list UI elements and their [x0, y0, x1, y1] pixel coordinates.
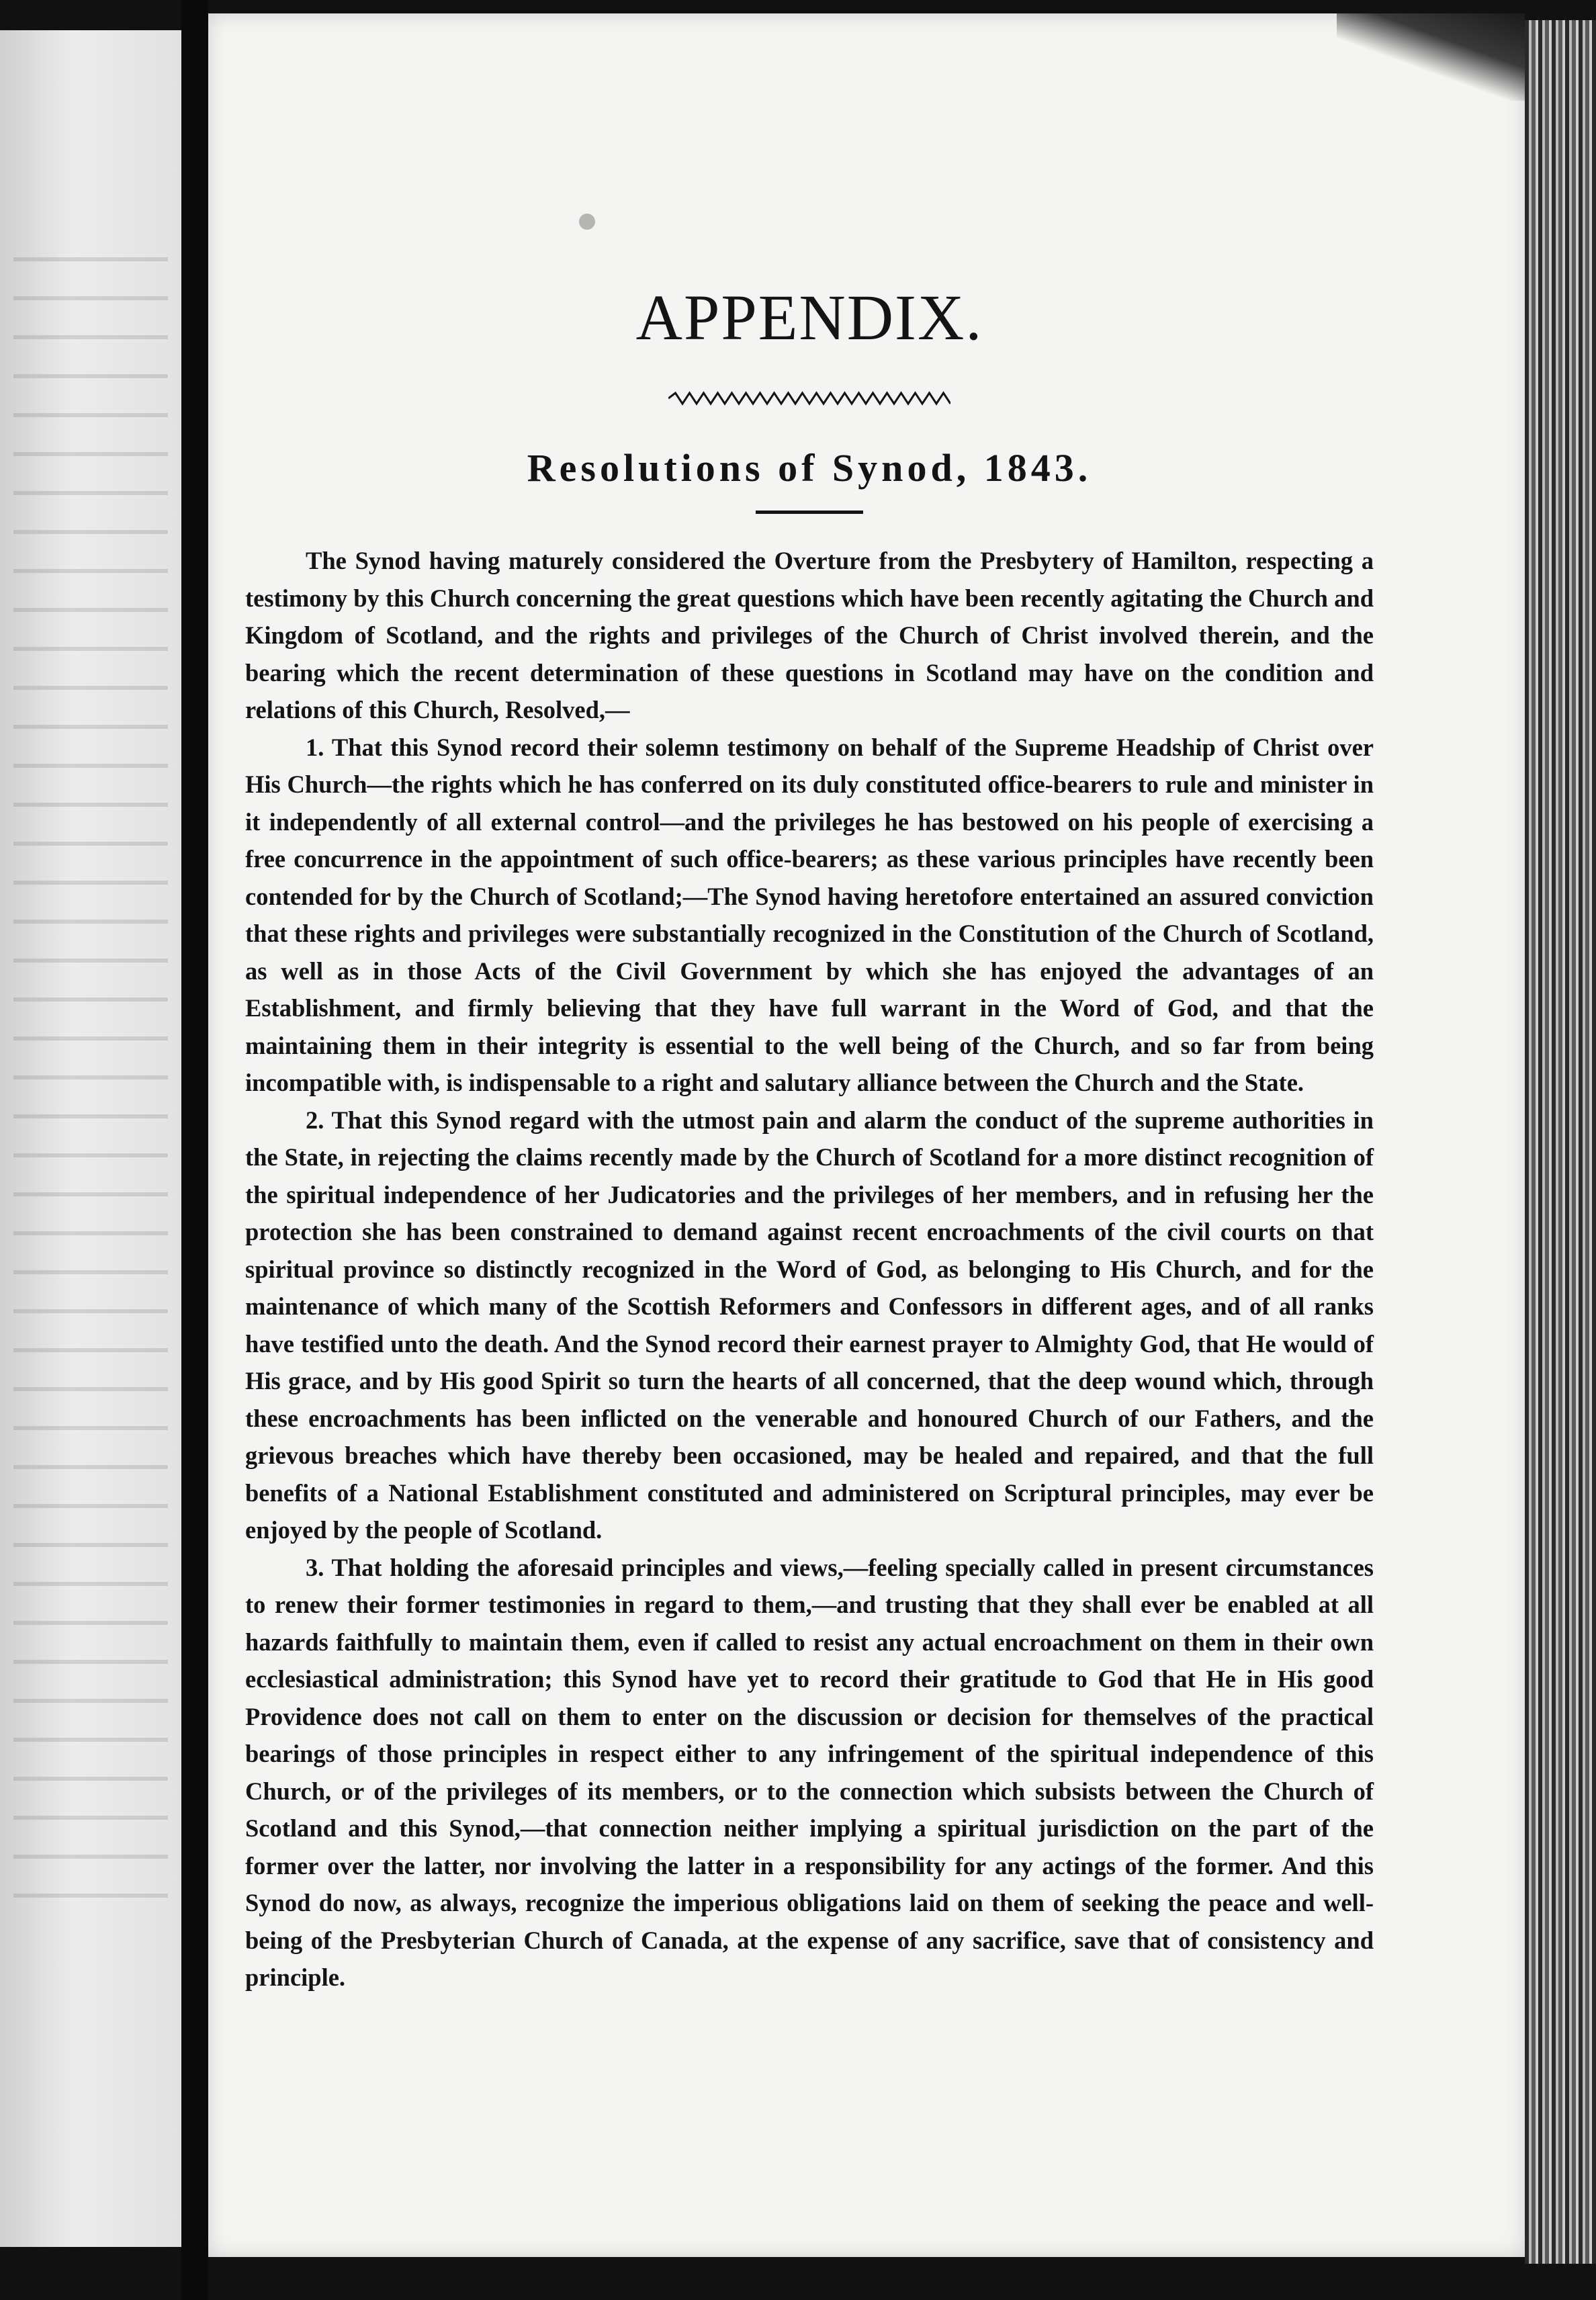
- torn-corner: [1337, 13, 1525, 101]
- resolution-1: 1. That this Synod record their solemn testimony on behalf of the Supreme Headship of Christ over His Church—the rights which he has conferred on its duly constituted office-bearers to rule and minister in it independently of all external control—and the privileges he has bestowed on his people of exercising a free concurrence in the appointment of such office-bearers; as these various principles have recently been contended for by the Church of Scotland;—The Synod having heretofore entertained an assured conviction that these rights and privileges were substantially recognized in the Constitution of the Church of Scotland, as well as in those Acts of the Civil Government by which she has enjoyed the advantages of an Establishment, and firmly believing that they have full warrant in the Word of God, and that the maintaining them in their integrity is essential to the well being of the Church, and so far from being incompatible with, is indispensable to a right and salutary alliance between the Church and the State.: [245, 733, 1374, 1097]
- section-heading: Resolutions of Synod, 1843.: [527, 445, 1092, 490]
- intro-paragraph: The Synod having maturely considered the Overture from the Presbytery of Hamilton, respecting a testimony by this Church concerning the great questions which have been recently agitating the Church and Kingdom of Scotland, and the rights and privileges of the Church of Christ involved therein, and the bearing which the recent determination of these questions in Scotland may have on the condition and relations of this Church, Resolved,—: [245, 547, 1374, 724]
- page-content: [245, 282, 1374, 1996]
- book-gutter: [181, 0, 208, 2300]
- facing-page-left: [0, 30, 181, 2247]
- decorative-wavy-rule: [668, 390, 950, 406]
- heading-rule: [756, 511, 863, 514]
- page-edges-right: [1525, 20, 1596, 2264]
- bleed-through-text: [13, 232, 168, 1911]
- ink-smudge: [579, 214, 595, 230]
- resolution-2: 2. That this Synod regard with the utmost pain and alarm the conduct of the supreme authorities in the State, in rejecting the claims recently made by the Church of Scotland for a more distinct recognition of the spiritual independence of her Judicatories and the privileges of her members, and in refusing her the protection she has been constrained to demand against recent encroachments of the civil courts on that spiritual province so distinctly recognized in the Word of God, as belonging to His Church, and for the maintenance of which many of the Scottish Reformers and Confessors in different ages, and of all ranks have testified unto the death. And the Synod record their earnest prayer to Almighty God, that He would of His grace, and by His good Spirit so turn the hearts of all concerned, that the deep wound which, through these encroachments has been inflicted on the venerable and honoured Church of our Fathers, and the grievous breaches which have thereby been occasioned, may be healed and repaired, and that the full benefits of a National Establishment constituted and administered on Scriptural principles, may ever be enjoyed by the people of Scotland.: [245, 1106, 1374, 1544]
- page-title: APPENDIX.: [635, 281, 983, 353]
- resolution-3: 3. That holding the aforesaid principles and views,—feeling specially called in present circumstances to renew their former testimonies in regard to them,—and trusting that they shall ever be enabled at all hazards faithfully to maintain them, even if called to resist any actual encroachment on them in their own ecclesiastical administration; this Synod have yet to record their gratitude to God that He in His good Providence does not call on them to enter on the discussion or decision for themselves of the practical bearings of those principles in respect either to any infringement of the spiritual independence of this Church, or of the privileges of its members, or to the connection which subsists between the Church of Scotland and this Synod,—that connection neither implying a spiritual jurisdiction on the part of the former over the latter, nor involving the latter in a responsibility for any actings of the former. And this Synod do now, as always, recognize the imperious obligations laid on them of seeking the peace and well-being of the Presbyterian Church of Canada, at the expense of any sacrifice, save that of consistency and principle.: [245, 1553, 1374, 1992]
